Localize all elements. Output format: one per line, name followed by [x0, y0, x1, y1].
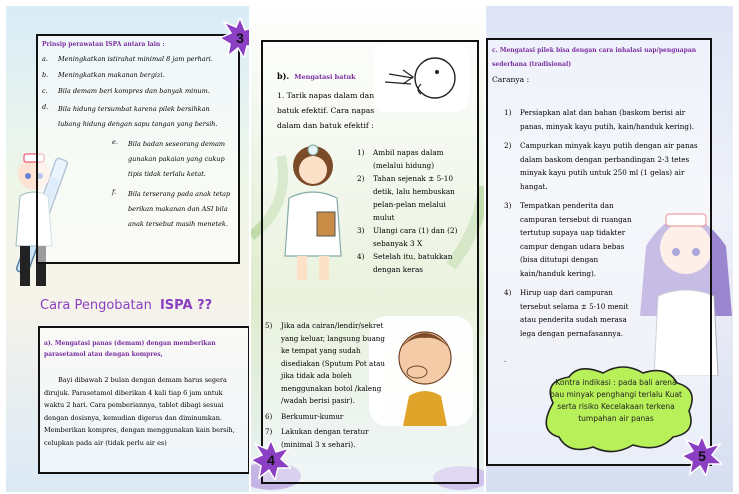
page-number: 5: [698, 448, 706, 464]
cough-heading-row: b). Mengatasi batuk: [277, 71, 356, 81]
breathing-illustration: [373, 44, 469, 112]
cough-step: 7) Lakukan dengan teratur (minimal 3 x sehari).: [265, 427, 369, 449]
care-item: a. Meningkatkan istirahat minimal 8 jam perhari.: [42, 55, 213, 63]
fever-heading: a). Mengatasi panas (demam) dengan memberikan parasetamol atau dengan kompres,: [44, 340, 216, 358]
contraindication-callout: [533, 365, 699, 455]
care-item: f. Bila terserang pada anak tetap berikan makanan dan ASI bila anak tersebut masih menetek.: [112, 188, 231, 228]
inhalation-step: 4) Hirup uap dari campuran tersebut selama ± 5-10 menit atau penderita sudah merasa lega dengan pernafasannya.: [504, 288, 629, 338]
care-section: [42, 39, 232, 232]
care-item: b. Meningkatkan makanan bergizi.: [42, 71, 165, 79]
care-item: e. Bila badan seseorang demam gunakan pakaian yang cukup tipis tidak terlalu ketat.: [112, 138, 226, 178]
doctor-illustration: [271, 136, 357, 286]
care-item: d. Bila hidung tersumbat karena pilek bersihkan lubang hidung dengan sapu tangan yang bersih.: [42, 103, 218, 128]
care-item: c. Bila demam beri kompres dan banyak minum.: [42, 87, 210, 95]
page-number-badge: [251, 440, 291, 480]
page-number: 4: [267, 452, 275, 468]
method-label: Caranya :: [492, 75, 530, 84]
inhalation-steps: [504, 106, 704, 340]
care-list: [42, 54, 232, 232]
inhalation-step: 2) Campurkan minyak kayu putih dengan air panas dalam baskom dengan perbandingan 2-3 tetes minyak kayu putih untuk 250 ml (1 gelas) air hangat.: [504, 141, 698, 191]
cough-intro: 1. Tarik napas dalam dan batuk efektif. Cara napas dalam dan batuk efektif :: [277, 91, 375, 130]
panel-left: [6, 6, 249, 492]
cough-step: 6) Berkumur-kumur: [265, 411, 344, 421]
cough-step: 1) Ambil napas dalam (melalui hidung): [357, 148, 444, 170]
cough-step: 2) Tahan sejenak ± 5-10 detik, lalu hembuskan pelan-pelan melalui mulut: [357, 174, 455, 222]
cough-step: 4) Setelah itu, batukkan dengan keras: [357, 252, 453, 274]
trailing-dot: .: [504, 356, 507, 364]
panel-middle: [251, 6, 484, 492]
fever-text: Bayi dibawah 2 bulan dengan demam harus segera dirujuk. Parasetamol diberikan 4 kali tiap 6 jam untuk waktu 2 hari. Cara pemberiannya, tablet dibagi sesuai dengan dosisnya, kemudian digerus dan diminumkan. Memberikan kompres, dengan menggunakan kain bersih, celupkan pada air (tidak perlu air es): [44, 376, 235, 447]
cough-steps: [357, 146, 469, 276]
contraindication-text: Kontra indikasi : pada bali arena bau minyak penghangi terlalu Kuat serta risiko Kecelakaan terkena tumpahan air panas: [550, 378, 682, 423]
care-heading: Prinsip perawatan ISPA antara lain :: [42, 41, 165, 48]
cough-step: 5) Jika ada cairan/lendir/sekret yang keluar, langsung buang ke tempat yang sudah disediakan (Sputum Pot atau jika tidak ada boleh menggunakan botol /kaleng /wadah berisi pasir).: [265, 321, 385, 405]
cough-step: 3) Ulangi cara (1) dan (2) sebanyak 3 X: [357, 226, 458, 248]
treatment-title: Cara Pengobatan ISPA ??: [40, 298, 213, 313]
cough-heading: Mengatasi batuk: [294, 73, 356, 81]
cough-more-steps: [265, 320, 395, 451]
inhalation-step: 3) Tempatkan penderita dan campuran tersebut di ruangan tertutup supaya uap tidakter campur dengan udara bebas (bisa ditutupi dengan kain/handuk kering).: [504, 201, 632, 278]
fever-section: [44, 338, 242, 449]
page-number: 3: [236, 30, 244, 46]
inhalation-step: 1) Persiapkan alat dan bahan (baskom berisi air panas, minyak kayu putih, kain/handuk kering).: [504, 108, 695, 131]
inhalation-heading: c. Mengatasi pilek bisa dengan cara inhalasi uap/penguapan sederhana (tradisional): [492, 47, 697, 68]
